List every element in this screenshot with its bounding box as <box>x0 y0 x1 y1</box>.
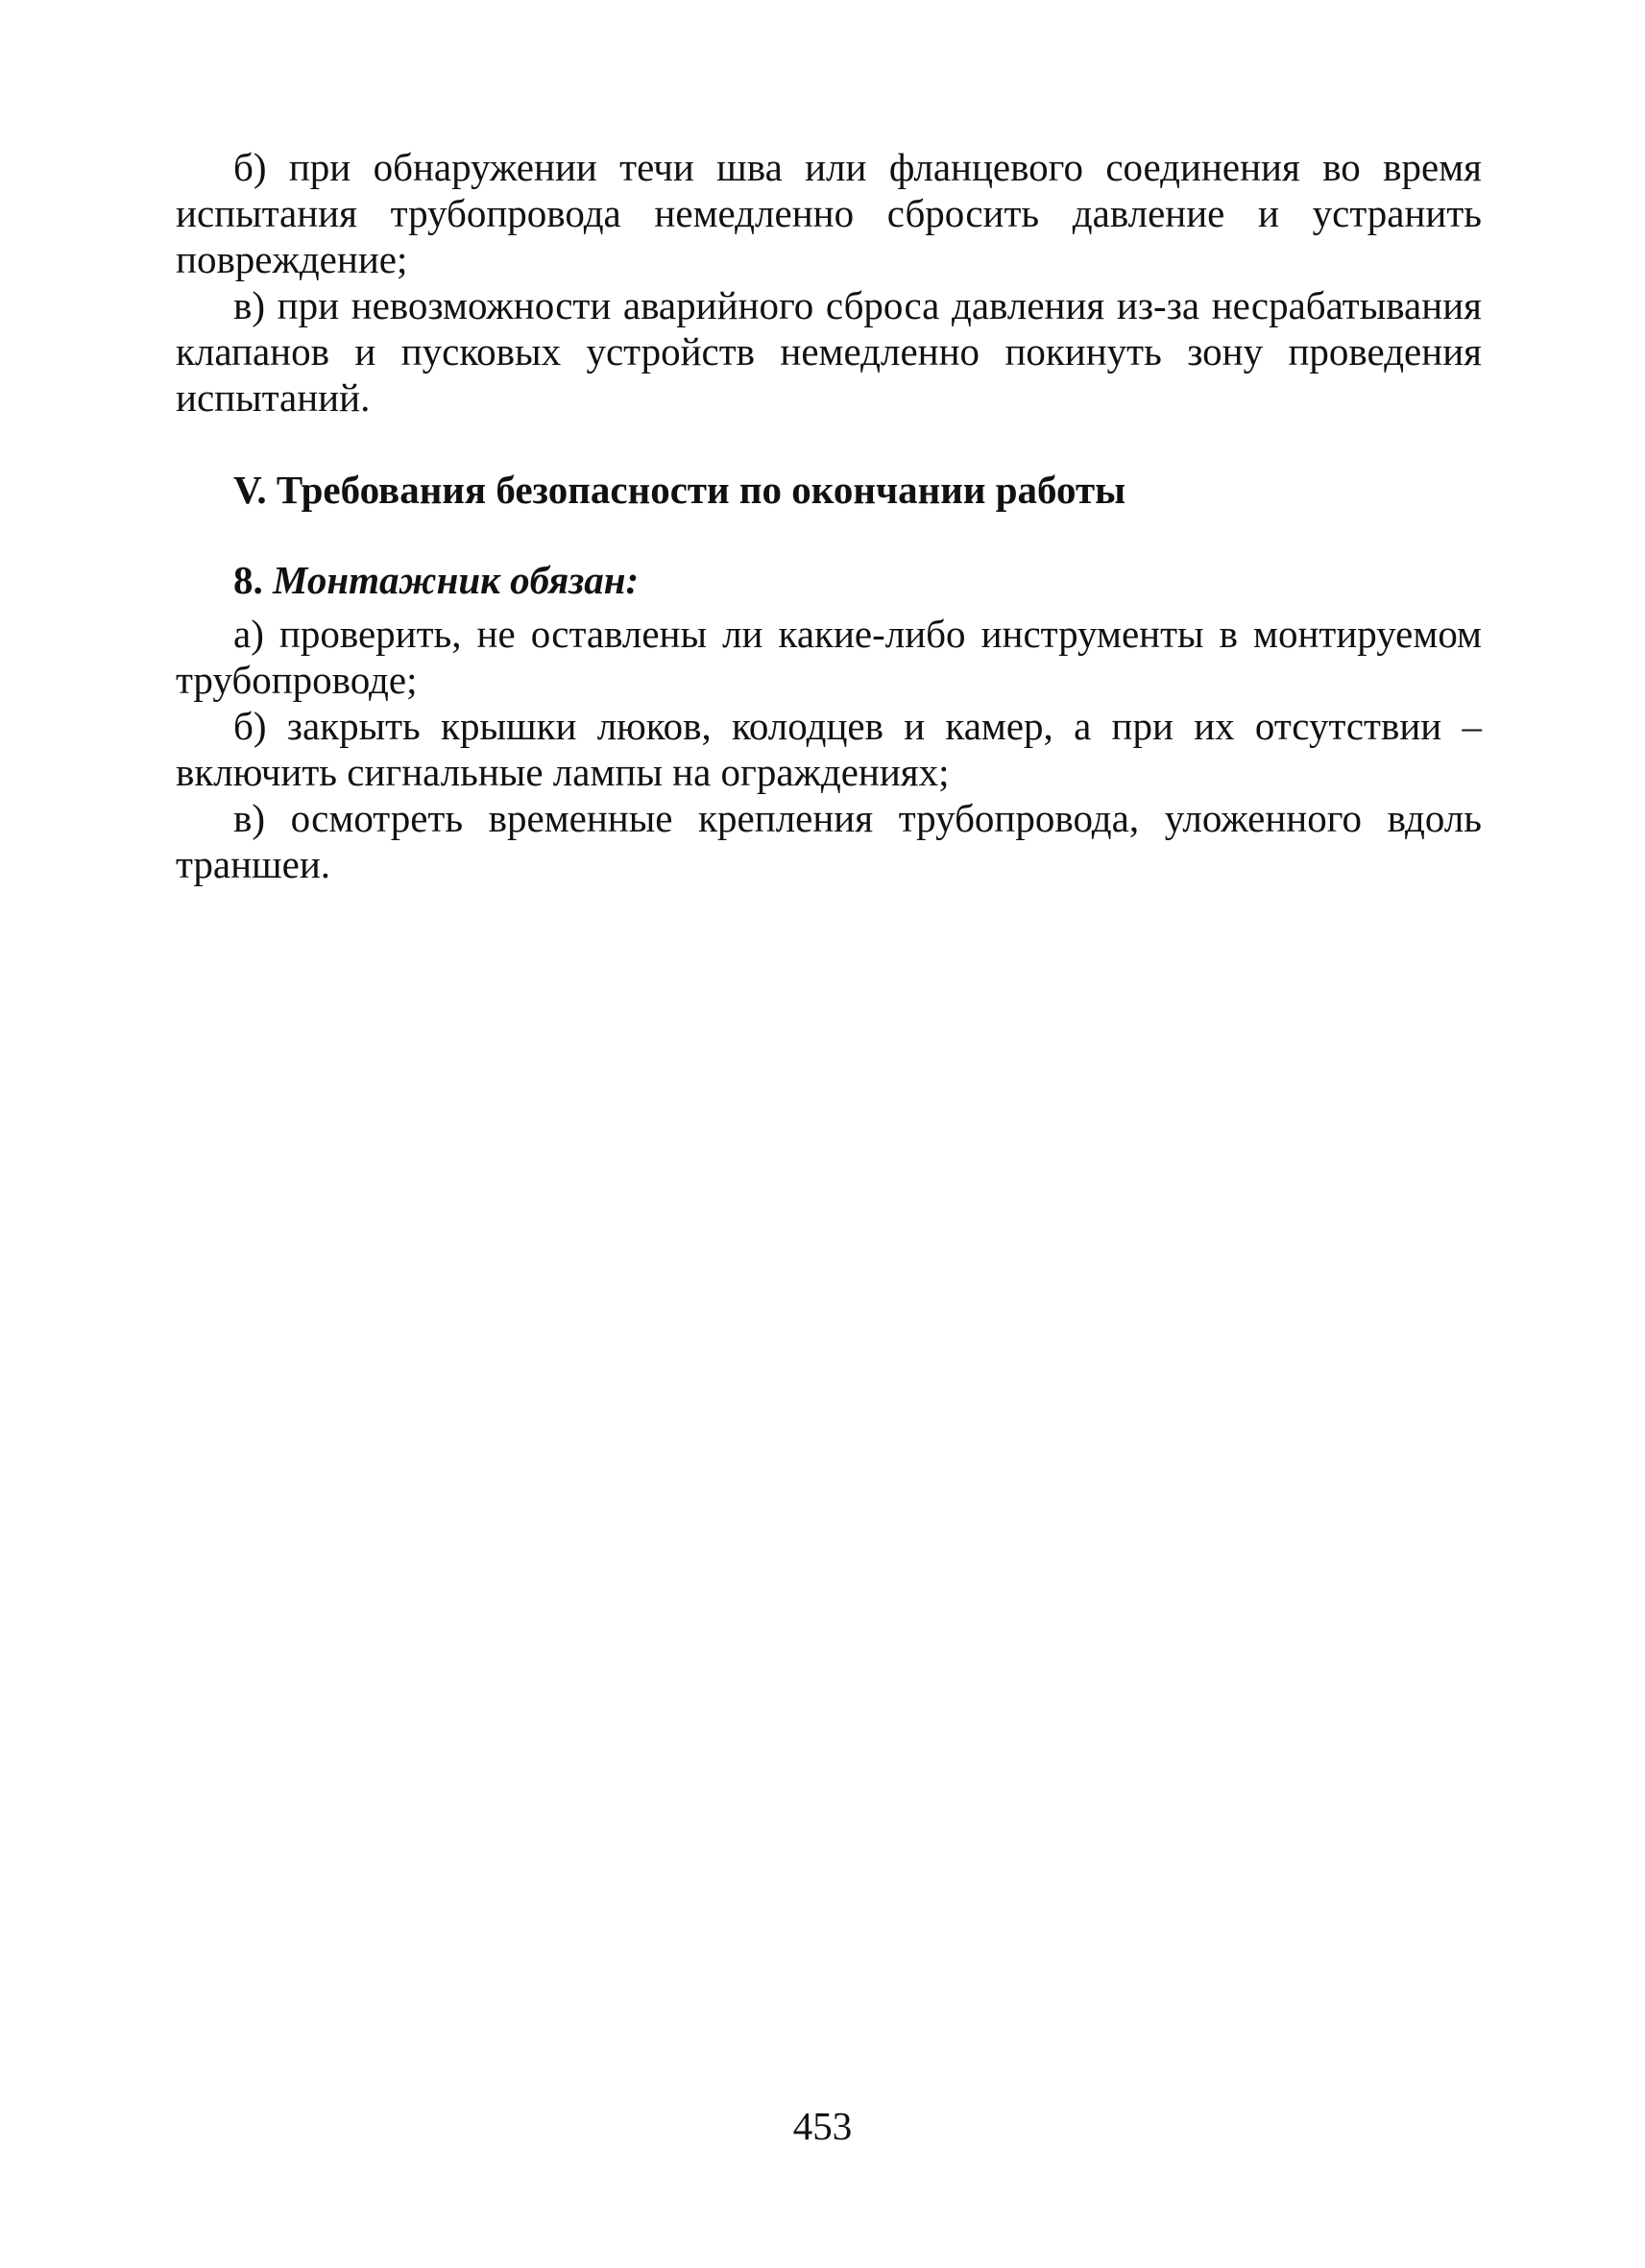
paragraph-a-check-tools: а) проверить, не оставлены ли какие-либо инструменты в монтируемом трубопроводе; <box>176 612 1482 702</box>
subheading-number: 8. <box>233 558 263 602</box>
page-content <box>176 144 1482 887</box>
paragraph-v-inspect: в) осмотреть временные крепления трубопровода, уложенного вдоль траншеи. <box>176 796 1482 886</box>
paragraph-b-close-hatches: б) закрыть крышки люков, колодцев и камер, а при их отсутствии – включить сигнальные лампы на ограждениях; <box>176 704 1482 794</box>
paragraph-v-evacuate: в) при невозможности аварийного сброса давления из-за несрабатывания клапанов и пусковых устройств немедленно покинуть зону проведения испытаний. <box>176 283 1482 420</box>
subheading-text: Монтажник обязан: <box>273 558 640 602</box>
subheading <box>176 557 1482 603</box>
page-number: 453 <box>792 2104 853 2148</box>
paragraph-b-leak: б) при обнаружении течи шва или фланцевого соединения во время испытания трубопровода немедленно сбросить давление и устранить повреждение; <box>176 145 1482 281</box>
section-heading: V. Требования безопасности по окончании работы <box>233 468 1126 512</box>
